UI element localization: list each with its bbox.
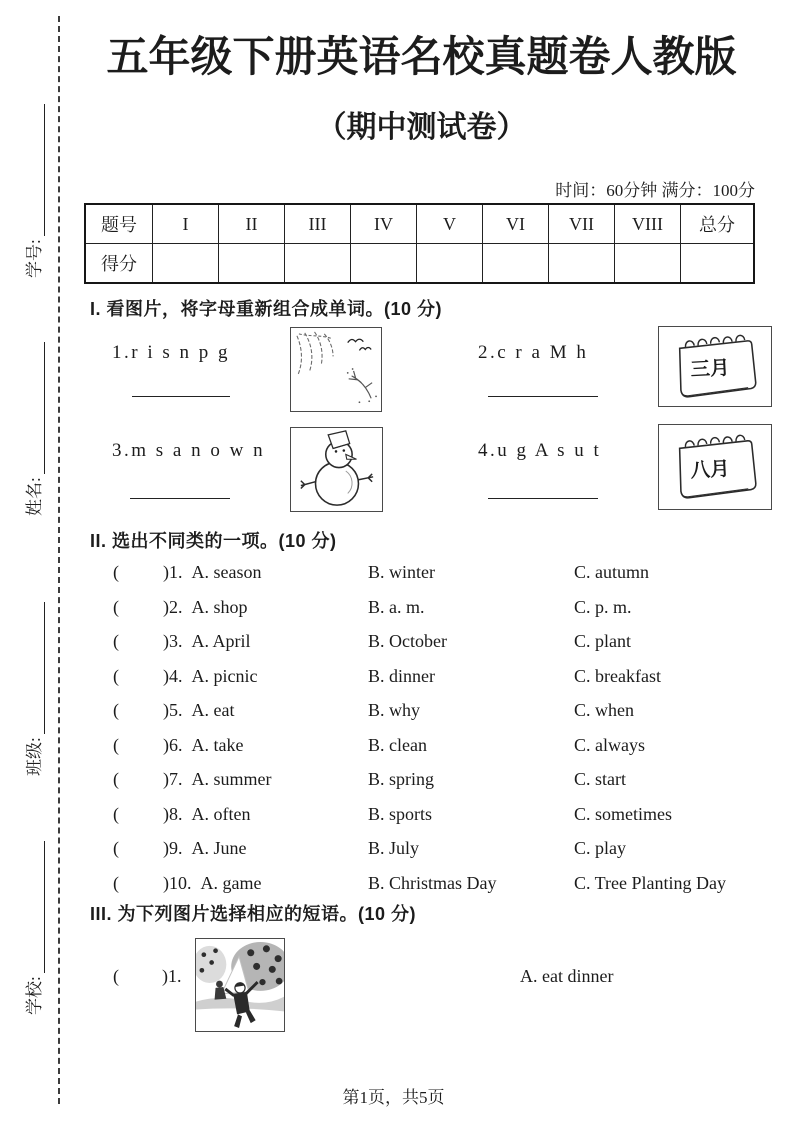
q1-picture-spring	[290, 327, 382, 412]
student-id-label: 学号:	[25, 239, 44, 278]
answer-paren: (	[113, 700, 119, 720]
score-table	[84, 203, 755, 284]
august-calendar-text: 八月	[690, 458, 731, 483]
binding-dashed-line	[58, 16, 60, 1104]
question-number: )1.	[162, 966, 182, 986]
snowman-icon	[291, 428, 382, 511]
section1-title: I. 看图片，将字母重新组合成单词。(10 分)	[90, 299, 443, 319]
q3-answer-blank	[130, 498, 230, 499]
option-c: C. when	[574, 700, 634, 720]
score-cell	[219, 244, 285, 284]
q3-picture-snowman	[290, 427, 383, 512]
option-a: A. June	[191, 838, 247, 858]
option-a: A. game	[200, 872, 262, 893]
question-number: )1.	[163, 562, 183, 582]
question-number: )6.	[163, 734, 183, 755]
question-number: )7.	[163, 769, 183, 789]
time-score-info: 时间：60分钟 满分：100分	[555, 181, 755, 200]
q2-scrambled-letters: 2.c r a M h	[478, 342, 589, 363]
option-a: A. shop	[191, 596, 248, 617]
s2-question-row	[88, 597, 755, 621]
q4-scrambled-letters: 4.u g A s u t	[478, 440, 602, 461]
q1-answer-blank	[132, 396, 230, 397]
score-cell	[483, 244, 549, 284]
score-cell	[285, 244, 351, 284]
march-calendar-text: 三月	[690, 357, 731, 382]
answer-paren: (	[113, 803, 119, 824]
student-id-blank-line	[29, 104, 45, 236]
answer-paren: (	[113, 631, 119, 651]
answer-paren: (	[113, 596, 119, 617]
col-VI: VI	[483, 204, 549, 244]
class-label: 班级:	[25, 737, 44, 776]
s2-question-row	[88, 769, 755, 793]
answer-paren: (	[113, 966, 119, 986]
option-b: B. winter	[368, 562, 435, 582]
option-c: C. breakfast	[574, 665, 661, 686]
calendar-march-icon	[659, 327, 771, 406]
section2-title: II. 选出不同类的一项。(10 分)	[90, 531, 337, 551]
class-blank-line	[29, 602, 45, 734]
page-title: 五年级下册英语名校真题卷人教版	[106, 35, 737, 81]
question-number: )2.	[163, 596, 183, 617]
col-IV: IV	[351, 204, 417, 244]
q1-scrambled-letters: 1.r i s n p g	[112, 342, 230, 363]
page-subtitle: （期中测试卷）	[316, 111, 527, 144]
option-c: C. autumn	[574, 562, 649, 582]
school-label: 学校:	[25, 976, 44, 1015]
q4-answer-blank	[488, 498, 598, 499]
name-blank-line	[29, 342, 45, 474]
answer-paren: (	[113, 872, 119, 893]
question-number: )3.	[163, 631, 183, 651]
s2-question-row	[88, 631, 755, 655]
answer-paren: (	[113, 734, 119, 755]
question-number: )10.	[163, 872, 192, 893]
option-c: C. sometimes	[574, 803, 672, 824]
option-b: B. why	[368, 700, 421, 720]
section3-title: III. 为下列图片选择相应的短语。(10 分)	[90, 904, 417, 924]
s2-question-row	[88, 838, 755, 862]
option-c: C. play	[574, 838, 626, 858]
col-total: 总分	[681, 204, 755, 244]
option-a: A. eat	[191, 700, 235, 720]
option-a: A. picnic	[191, 665, 258, 686]
score-cell	[351, 244, 417, 284]
col-V: V	[417, 204, 483, 244]
s2-question-row	[88, 700, 755, 724]
seal-field-student-id	[19, 78, 45, 278]
option-a: A. season	[191, 562, 262, 582]
spring-scene-icon	[291, 328, 381, 411]
option-b: B. October	[368, 631, 447, 651]
seal-field-class	[19, 576, 45, 776]
score-cell	[417, 244, 483, 284]
col-II: II	[219, 204, 285, 244]
name-label: 姓名:	[25, 477, 44, 516]
score-row-label: 得分	[85, 244, 153, 284]
answer-paren: (	[113, 769, 119, 789]
answer-paren: (	[113, 838, 119, 858]
apple-picking-icon	[196, 939, 284, 1031]
calendar-august-icon	[659, 425, 771, 509]
option-c: C. p. m.	[574, 596, 632, 617]
s2-question-row	[88, 666, 755, 690]
q3-scrambled-letters: 3.m s a n o w n	[112, 440, 266, 461]
answer-paren: (	[113, 665, 119, 686]
s2-question-row	[88, 562, 755, 586]
option-a: A. summer	[191, 769, 272, 789]
option-b: B. spring	[368, 769, 435, 789]
q4-picture-august-calendar	[658, 424, 772, 510]
school-blank-line	[29, 841, 45, 973]
score-cell	[153, 244, 219, 284]
score-table-header-row	[85, 204, 754, 244]
s2-question-row	[88, 804, 755, 828]
score-table-score-row	[85, 244, 754, 284]
option-c: C. Tree Planting Day	[574, 872, 727, 893]
question-number: )8.	[163, 803, 183, 824]
option-b: B. clean	[368, 734, 427, 755]
option-b: B. dinner	[368, 665, 435, 686]
question-number-header: 题号	[85, 204, 153, 244]
score-cell	[681, 244, 755, 284]
col-VIII: VIII	[615, 204, 681, 244]
col-I: I	[153, 204, 219, 244]
option-b: B. a. m.	[368, 596, 425, 617]
seal-field-name	[19, 316, 45, 516]
option-c: C. always	[574, 734, 645, 755]
page-number: 第1页，共5页	[342, 1088, 445, 1107]
col-VII: VII	[549, 204, 615, 244]
s2-question-row	[88, 873, 755, 897]
s3-option-a: A. eat dinner	[520, 966, 614, 986]
question-number: )5.	[163, 700, 183, 720]
question-number: )9.	[163, 838, 183, 858]
q2-picture-march-calendar	[658, 326, 772, 407]
score-cell	[549, 244, 615, 284]
s3-q1-picture-apple-picking	[195, 938, 285, 1032]
option-a: A. often	[191, 803, 251, 824]
option-a: A. take	[191, 734, 244, 755]
option-b: B. Christmas Day	[368, 872, 497, 893]
s2-question-row	[88, 735, 755, 759]
q2-answer-blank	[488, 396, 598, 397]
question-number: )4.	[163, 665, 183, 686]
answer-paren: (	[113, 562, 119, 582]
option-a: A. April	[191, 631, 251, 651]
option-b: B. July	[368, 838, 420, 858]
score-cell	[615, 244, 681, 284]
col-III: III	[285, 204, 351, 244]
seal-field-school	[19, 815, 45, 1015]
option-c: C. start	[574, 769, 626, 789]
option-b: B. sports	[368, 803, 433, 824]
option-c: C. plant	[574, 631, 631, 651]
